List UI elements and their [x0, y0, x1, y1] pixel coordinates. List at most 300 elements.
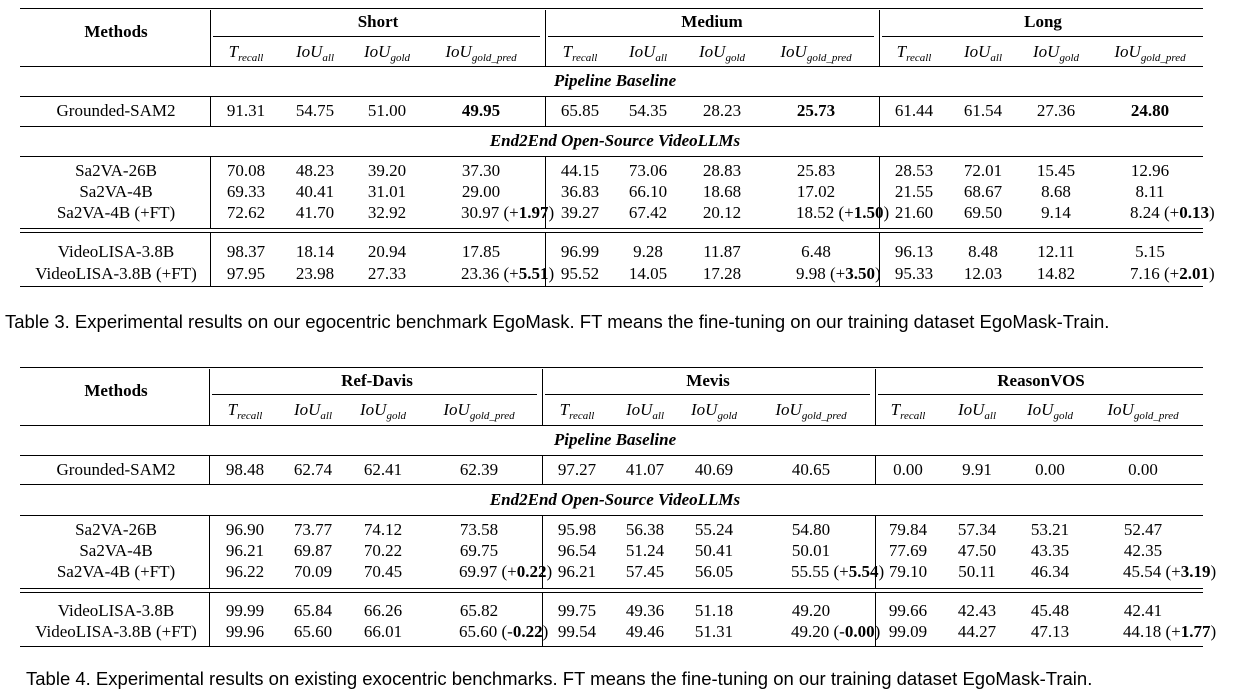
delta-number: 2.01 — [1179, 264, 1210, 283]
cell-value: 96.21 — [557, 562, 597, 581]
table-cell — [895, 161, 933, 181]
table-cell — [462, 101, 500, 121]
metric-header — [294, 400, 332, 426]
metric-base: IoU — [690, 400, 718, 419]
table-cell — [294, 541, 332, 561]
method-name: VideoLISA-3.8B — [57, 601, 175, 620]
delta-sign: + — [1169, 203, 1180, 222]
cell-value: 72.62 — [226, 203, 266, 222]
metric-base: T — [896, 42, 907, 61]
delta-number: 0.22 — [512, 622, 543, 641]
metric-sub: gold_pred — [1140, 52, 1186, 64]
cell-value: 0.00 — [1035, 460, 1065, 479]
table-rule — [20, 425, 1203, 426]
metric-header — [1114, 42, 1185, 68]
table-cell — [964, 203, 1002, 223]
table-cell — [958, 562, 996, 582]
cell-value: 95.33 — [894, 264, 934, 283]
table-cell — [626, 541, 664, 561]
table-cell — [226, 520, 264, 540]
column-divider — [542, 369, 543, 425]
cell-value: 29.00 — [461, 182, 501, 201]
metric-sub: recall — [237, 410, 263, 422]
section-end2end: End2End Open-Source VideoLLMs — [489, 490, 741, 509]
delta-sign: + — [509, 264, 519, 283]
cell-value: 23.36 — [461, 264, 500, 283]
table-cell — [1035, 460, 1065, 480]
table-rule — [20, 484, 1203, 485]
table-cell: 23.36 (+5.51) — [461, 264, 555, 283]
metric-header — [691, 400, 737, 426]
table-rule — [20, 455, 1203, 456]
method-name: Sa2VA-4B — [79, 182, 153, 201]
cell-value: 54.75 — [295, 101, 335, 120]
table-cell — [364, 541, 402, 561]
table-cell — [797, 182, 835, 202]
cell-value: 43.35 — [1030, 541, 1070, 560]
table-cell — [558, 562, 596, 582]
metric-sub: gold_pred — [806, 52, 852, 64]
delta-sign: + — [839, 562, 849, 581]
cell-value: 95.52 — [560, 264, 600, 283]
metric-base: IoU — [780, 42, 807, 61]
cell-value: 52.47 — [1123, 520, 1163, 539]
metric-sub: gold — [1059, 52, 1080, 64]
cell-value: 8.11 — [1135, 182, 1165, 201]
metric-base: IoU — [445, 42, 472, 61]
metric-base: IoU — [363, 42, 391, 61]
cell-value: 21.60 — [894, 203, 934, 222]
table-cell — [695, 562, 733, 582]
cell-value: 18.52 — [796, 203, 835, 222]
cell-value: 40.41 — [295, 182, 335, 201]
metric-sub: all — [322, 52, 335, 64]
table-cell — [368, 182, 406, 202]
table-cell — [227, 161, 265, 181]
cell-value: 99.66 — [888, 601, 928, 620]
cell-value: 21.55 — [894, 182, 934, 201]
table-cell — [460, 460, 498, 480]
cell-value: 32.92 — [367, 203, 407, 222]
table-cell — [1041, 203, 1071, 223]
table-cell — [368, 161, 406, 181]
cell-value: 65.60 — [459, 622, 498, 641]
cell-value: 0.00 — [893, 460, 923, 479]
column-divider — [209, 369, 210, 425]
table-cell — [296, 203, 334, 223]
table-cell — [296, 182, 334, 202]
table-cell — [964, 101, 1002, 121]
table-cell — [964, 161, 1002, 181]
cell-value: 62.41 — [363, 460, 403, 479]
table-cell — [460, 520, 498, 540]
metric-sub: recall — [900, 410, 926, 422]
table-cell — [1131, 161, 1169, 181]
column-divider — [209, 516, 210, 588]
cell-value: 50.01 — [791, 541, 831, 560]
cell-value: 67.42 — [628, 203, 668, 222]
table-cell — [561, 264, 599, 284]
cell-value: 39.20 — [367, 161, 407, 180]
table-rule — [20, 515, 1203, 516]
cell-value: 9.98 — [796, 264, 826, 283]
metric-header — [1033, 42, 1079, 68]
metric-sub: gold — [390, 52, 411, 64]
column-divider — [879, 10, 880, 66]
table-cell — [958, 520, 996, 540]
cell-delta — [844, 203, 883, 222]
column-divider — [875, 456, 876, 484]
delta-sign: + — [844, 203, 854, 222]
column-divider — [875, 369, 876, 425]
cell-value: 30.97 — [461, 203, 500, 222]
metric-header — [364, 42, 410, 68]
table-rule — [20, 228, 1203, 229]
table-cell — [703, 264, 741, 284]
cell-value: 28.83 — [702, 161, 742, 180]
cell-value: 70.45 — [363, 562, 403, 581]
group-underline — [548, 36, 874, 37]
table-cell — [364, 622, 402, 642]
cell-value: 49.95 — [461, 101, 501, 120]
table-cell: 18.52 (+1.50) — [796, 203, 890, 222]
metric-sub: gold_pred — [801, 410, 847, 422]
table-cell — [226, 601, 264, 621]
table-cell — [695, 541, 733, 561]
metric-header — [296, 42, 334, 68]
table-cell — [1131, 101, 1169, 121]
cell-value: 73.77 — [293, 520, 333, 539]
cell-value: 66.10 — [628, 182, 668, 201]
cell-value: 74.12 — [363, 520, 403, 539]
metric-header — [229, 42, 264, 68]
table-cell — [294, 622, 332, 642]
cell-value: 8.24 — [1130, 203, 1160, 222]
cell-delta — [507, 622, 542, 641]
table-cell — [1128, 460, 1158, 480]
table-cell — [1037, 264, 1075, 284]
metric-base: IoU — [1026, 400, 1054, 419]
metric-header — [775, 400, 846, 426]
table-cell — [296, 264, 334, 284]
table-rule — [20, 8, 1203, 9]
cell-value: 49.46 — [625, 622, 665, 641]
cell-value: 7.16 — [1130, 264, 1160, 283]
cell-value: 39.27 — [560, 203, 600, 222]
cell-value: 79.10 — [888, 562, 928, 581]
group-header: ReasonVOS — [997, 371, 1085, 390]
cell-value: 62.74 — [293, 460, 333, 479]
cell-delta — [1171, 562, 1210, 581]
group-underline — [882, 36, 1203, 37]
table-cell: 9.98 (+3.50) — [796, 264, 881, 283]
metric-sub: recall — [569, 410, 595, 422]
cell-value: 96.99 — [560, 242, 600, 261]
cell-value: 99.75 — [557, 601, 597, 620]
table-cell — [792, 601, 830, 621]
cell-value: 15.45 — [1036, 161, 1076, 180]
table-cell — [294, 520, 332, 540]
cell-value: 69.87 — [293, 541, 333, 560]
table-cell — [561, 101, 599, 121]
metric-base: IoU — [293, 400, 321, 419]
delta-sign: + — [835, 264, 846, 283]
table-cell: 45.54 (+3.19) — [1123, 562, 1217, 581]
cell-value: 96.90 — [225, 520, 265, 539]
method-name: VideoLISA-3.8B (+FT) — [35, 264, 197, 283]
methods-header: Methods — [84, 22, 148, 41]
cell-value: 70.09 — [293, 562, 333, 581]
cell-value: 73.06 — [628, 161, 668, 180]
methods-header: Methods — [84, 381, 148, 400]
cell-value: 97.95 — [226, 264, 266, 283]
cell-value: 66.01 — [363, 622, 403, 641]
metric-base: T — [890, 400, 901, 419]
cell-value: 8.48 — [968, 242, 998, 261]
table-cell — [294, 601, 332, 621]
table-cell — [626, 520, 664, 540]
table-rule — [20, 232, 1203, 233]
metric-header — [780, 42, 851, 68]
cell-value: 68.67 — [963, 182, 1003, 201]
cell-value: 28.23 — [702, 101, 742, 120]
table-cell — [895, 182, 933, 202]
metric-base: T — [559, 400, 570, 419]
table-cell — [368, 242, 406, 262]
cell-value: 14.05 — [628, 264, 668, 283]
table-rule — [20, 96, 1203, 97]
table-cell: 65.60 (-0.22) — [459, 622, 549, 641]
table-cell — [1124, 520, 1162, 540]
cell-value: 41.70 — [295, 203, 335, 222]
table-cell — [964, 264, 1002, 284]
metric-sub: gold_pred — [469, 410, 515, 422]
cell-value: 40.65 — [791, 460, 831, 479]
table-cell — [294, 562, 332, 582]
metric-header — [1027, 400, 1073, 426]
column-divider — [210, 233, 211, 286]
table-cell — [629, 203, 667, 223]
delta-number: 3.50 — [845, 264, 876, 283]
cell-value: 11.87 — [703, 242, 741, 261]
table-rule — [20, 592, 1203, 593]
table-cell — [1037, 161, 1075, 181]
method-name: VideoLISA-3.8B — [57, 242, 175, 261]
table-cell — [462, 161, 500, 181]
cell-value: 40.69 — [694, 460, 734, 479]
cell-value: 56.05 — [694, 562, 734, 581]
table-rule — [20, 66, 1203, 67]
delta-sign: + — [1171, 622, 1181, 641]
cell-value: 99.09 — [888, 622, 928, 641]
table-cell — [1135, 242, 1165, 262]
group-header: Medium — [681, 12, 743, 31]
delta-number: 0.22 — [516, 562, 547, 581]
metric-base: T — [228, 42, 239, 61]
metric-header — [964, 42, 1002, 68]
cell-value: 73.58 — [459, 520, 499, 539]
cell-delta — [509, 264, 548, 283]
delta-number: 5.51 — [518, 264, 549, 283]
cell-value: 54.35 — [628, 101, 668, 120]
table-cell — [626, 622, 664, 642]
table-cell — [797, 101, 835, 121]
group-underline — [212, 394, 537, 395]
column-divider — [879, 97, 880, 126]
cell-value: 55.24 — [694, 520, 734, 539]
group-underline — [545, 394, 870, 395]
cell-value: 96.54 — [557, 541, 597, 560]
cell-value: 8.68 — [1041, 182, 1071, 201]
table-cell — [962, 460, 992, 480]
cell-value: 65.60 — [293, 622, 333, 641]
cell-value: 20.94 — [367, 242, 407, 261]
table-cell — [227, 101, 265, 121]
cell-value: 99.96 — [225, 622, 265, 641]
table-cell — [227, 264, 265, 284]
table-cell — [1031, 562, 1069, 582]
cell-value: 25.83 — [796, 161, 836, 180]
table-cell — [462, 242, 500, 262]
table-cell — [368, 264, 406, 284]
cell-value: 51.18 — [694, 601, 734, 620]
column-divider — [545, 97, 546, 126]
table-cell — [558, 622, 596, 642]
table-cell — [889, 622, 927, 642]
table-cell — [629, 182, 667, 202]
cell-value: 17.02 — [796, 182, 836, 201]
table-cell — [958, 622, 996, 642]
table-cell — [895, 203, 933, 223]
metric-header — [699, 42, 745, 68]
metric-base: IoU — [295, 42, 323, 61]
cell-value: 25.73 — [796, 101, 836, 120]
table-rule — [20, 126, 1203, 127]
metric-header — [891, 400, 926, 426]
cell-value: 42.41 — [1123, 601, 1163, 620]
cell-value: 72.01 — [963, 161, 1003, 180]
cell-delta — [509, 203, 548, 222]
cell-value: 70.22 — [363, 541, 403, 560]
metric-sub: gold — [386, 410, 407, 422]
table-3 — [0, 0, 1249, 332]
table-cell — [561, 242, 599, 262]
delta-number: 1.97 — [518, 203, 549, 222]
table-cell — [703, 182, 741, 202]
metric-header — [445, 42, 516, 68]
cell-value: 42.43 — [957, 601, 997, 620]
table-cell: 69.97 (+0.22) — [459, 562, 553, 581]
metric-sub: gold_pred — [471, 52, 517, 64]
cell-value: 18.14 — [295, 242, 335, 261]
metric-sub: gold — [1053, 410, 1074, 422]
metric-sub: gold — [725, 52, 746, 64]
table-cell — [633, 242, 663, 262]
cell-value: 57.34 — [957, 520, 997, 539]
table-cell: 30.97 (+1.97) — [461, 203, 555, 222]
column-divider — [209, 456, 210, 484]
group-header: Mevis — [686, 371, 730, 390]
cell-value: 48.23 — [295, 161, 335, 180]
metric-base: IoU — [775, 400, 802, 419]
table-cell — [227, 203, 265, 223]
cell-value: 70.08 — [226, 161, 266, 180]
cell-value: 77.69 — [888, 541, 928, 560]
cell-value: 9.91 — [962, 460, 992, 479]
group-header: Ref-Davis — [341, 371, 413, 390]
cell-value: 91.31 — [226, 101, 266, 120]
column-divider — [210, 97, 211, 126]
table-cell — [368, 203, 406, 223]
cell-value: 69.33 — [226, 182, 266, 201]
table-cell — [227, 182, 265, 202]
table-cell — [296, 242, 334, 262]
table-cell — [703, 101, 741, 121]
table-cell — [629, 101, 667, 121]
delta-number: 0.13 — [1179, 203, 1210, 222]
table-cell — [1031, 520, 1069, 540]
table-cell — [1124, 541, 1162, 561]
table-cell — [1124, 601, 1162, 621]
cell-value: 54.80 — [791, 520, 831, 539]
cell-value: 61.54 — [963, 101, 1003, 120]
cell-value: 9.14 — [1041, 203, 1071, 222]
table-cell — [294, 460, 332, 480]
table-rule-bottom — [20, 646, 1203, 647]
cell-value: 46.34 — [1030, 562, 1070, 581]
table-cell — [1031, 601, 1069, 621]
cell-value: 6.48 — [801, 242, 831, 261]
metric-header — [228, 400, 263, 426]
table-cell — [368, 101, 406, 121]
table-cell: 8.24 (+0.13) — [1130, 203, 1215, 222]
metric-sub: recall — [906, 52, 932, 64]
metric-header — [443, 400, 514, 426]
cell-value: 44.18 — [1123, 622, 1162, 641]
cell-value: 61.44 — [894, 101, 934, 120]
metric-sub: all — [320, 410, 333, 422]
column-divider — [210, 157, 211, 228]
metric-header — [958, 400, 996, 426]
cell-value: 66.26 — [363, 601, 403, 620]
table-caption: Table 4. Experimental results on existing exocentric benchmarks. FT means the fine-tuning on our training dataset EgoMask-Train. — [26, 668, 1093, 689]
table-cell — [889, 541, 927, 561]
table-cell — [364, 562, 402, 582]
cell-value: 99.54 — [557, 622, 597, 641]
cell-value: 37.30 — [461, 161, 501, 180]
cell-value: 53.21 — [1030, 520, 1070, 539]
cell-value: 36.83 — [560, 182, 600, 201]
table-cell — [958, 541, 996, 561]
method-name: VideoLISA-3.8B (+FT) — [35, 622, 197, 641]
metric-header — [360, 400, 406, 426]
cell-value: 69.97 — [459, 562, 498, 581]
delta-number: 1.50 — [853, 203, 884, 222]
cell-value: 44.15 — [560, 161, 600, 180]
table-cell — [893, 460, 923, 480]
metric-base: IoU — [1114, 42, 1141, 61]
table-cell — [296, 161, 334, 181]
cell-value: 96.21 — [225, 541, 265, 560]
cell-value: 24.80 — [1130, 101, 1170, 120]
cell-value: 45.48 — [1030, 601, 1070, 620]
method-name: Sa2VA-4B — [79, 541, 153, 560]
table-cell — [889, 562, 927, 582]
table-cell: 55.55 (+5.54) — [791, 562, 885, 581]
cell-value: 0.00 — [1128, 460, 1158, 479]
table-cell — [626, 601, 664, 621]
cell-value: 95.98 — [557, 520, 597, 539]
